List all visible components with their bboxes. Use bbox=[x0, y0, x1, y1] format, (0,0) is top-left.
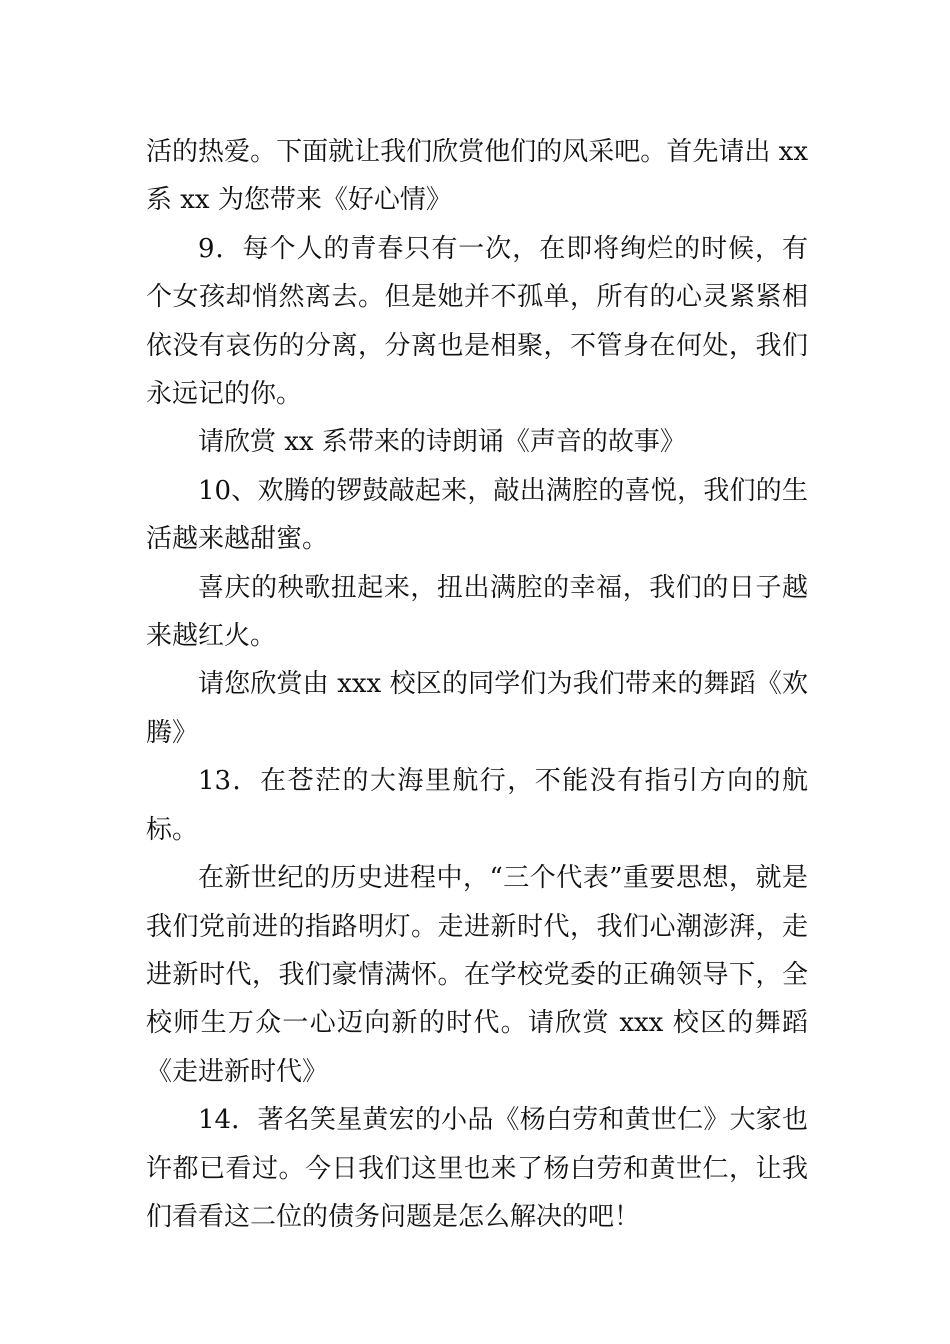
paragraph-dance-intro: 请您欣赏由 xxx 校区的同学们为我们带来的舞蹈《欢腾》 bbox=[146, 669, 808, 748]
paragraph-recitation-intro: 请欣赏 xx 系带来的诗朗诵《声音的故事》 bbox=[198, 427, 686, 458]
paragraph-new-era: 在新世纪的历史进程中，“三个代表”重要思想，就是我们党前进的指路明灯。走进新时代，我们心潮澎湃，走进新时代，我们豪情满怀。在学校党委的正确领导下，全校师生万众一心迈向新的时代。请欣赏 xxx 校区的舞蹈《走进新时代》 bbox=[146, 863, 808, 1087]
paragraph-item-14: 14．著名笑星黄宏的小品《杨白劳和黄世仁》大家也许都已看过。今日我们这里也来了杨白劳和黄世仁，让我们看看这二位的债务问题是怎么解决的吧！ bbox=[146, 1105, 808, 1232]
paragraph-continuation: 活的热爱。下面就让我们欣赏他们的风采吧。首先请出 xx 系 xx 为您带来《好心情》 bbox=[146, 137, 808, 216]
paragraph-yangge: 喜庆的秧歌扭起来，扭出满腔的幸福，我们的日子越来越红火。 bbox=[146, 572, 808, 652]
document-body bbox=[146, 128, 808, 1241]
paragraph-item-13: 13．在苍茫的大海里航行，不能没有指引方向的航标。 bbox=[146, 766, 808, 845]
paragraph-item-10: 10、欢腾的锣鼓敲起来，敲出满腔的喜悦，我们的生活越来越甜蜜。 bbox=[146, 475, 808, 555]
paragraph-item-9: 9．每个人的青春只有一次，在即将绚烂的时候，有个女孩却悄然离去。但是她并不孤单，所有的心灵紧紧相依没有哀伤的分离，分离也是相聚，不管身在何处，我们永远记的你。 bbox=[146, 233, 808, 410]
